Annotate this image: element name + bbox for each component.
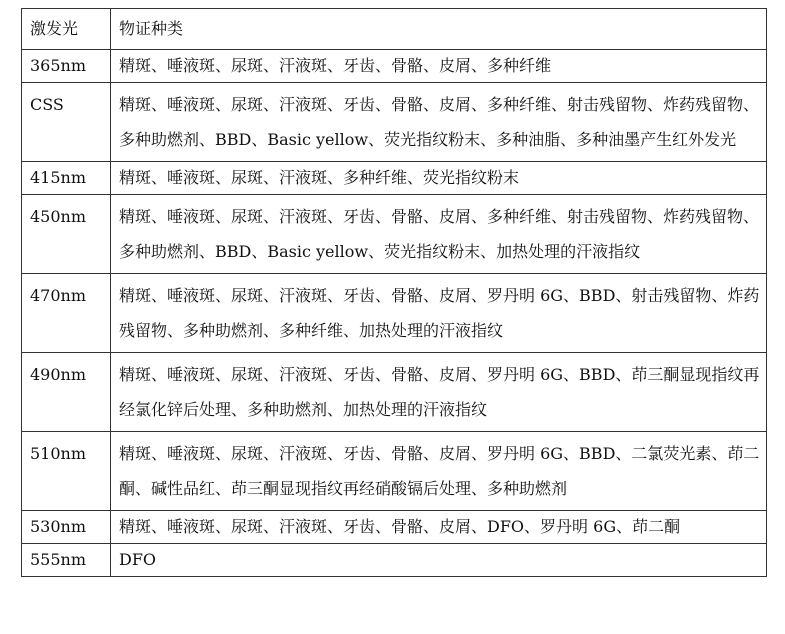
light-cell: 470nm — [22, 274, 111, 353]
table-row — [22, 162, 767, 195]
light-cell: 510nm — [22, 432, 111, 511]
header-light: 激发光 — [22, 9, 111, 50]
table-header-row — [22, 9, 767, 50]
evidence-cell: 精斑、唾液斑、尿斑、汗液斑、牙齿、骨骼、皮屑、罗丹明 6G、BBD、茚三酮显现指纹再经氯化锌后处理、多种助燃剂、加热处理的汗液指纹 — [111, 353, 767, 432]
table-row — [22, 544, 767, 577]
table-row — [22, 195, 767, 274]
table-row — [22, 274, 767, 353]
table-row — [22, 353, 767, 432]
evidence-cell: 精斑、唾液斑、尿斑、汗液斑、牙齿、骨骼、皮屑、多种纤维 — [111, 50, 767, 83]
light-cell: 555nm — [22, 544, 111, 577]
light-cell: 490nm — [22, 353, 111, 432]
evidence-cell: 精斑、唾液斑、尿斑、汗液斑、牙齿、骨骼、皮屑、罗丹明 6G、BBD、二氯荧光素、茚二酮、碱性品红、茚三酮显现指纹再经硝酸镉后处理、多种助燃剂 — [111, 432, 767, 511]
evidence-cell: 精斑、唾液斑、尿斑、汗液斑、牙齿、骨骼、皮屑、多种纤维、射击残留物、炸药残留物、多种助燃剂、BBD、Basic yellow、荧光指纹粉末、加热处理的汗液指纹 — [111, 195, 767, 274]
evidence-table — [21, 8, 767, 577]
evidence-cell: 精斑、唾液斑、尿斑、汗液斑、牙齿、骨骼、皮屑、多种纤维、射击残留物、炸药残留物、多种助燃剂、BBD、Basic yellow、荧光指纹粉末、多种油脂、多种油墨产生红外发光 — [111, 83, 767, 162]
light-cell: 415nm — [22, 162, 111, 195]
evidence-cell: 精斑、唾液斑、尿斑、汗液斑、多种纤维、荧光指纹粉末 — [111, 162, 767, 195]
light-cell: 365nm — [22, 50, 111, 83]
evidence-cell: 精斑、唾液斑、尿斑、汗液斑、牙齿、骨骼、皮屑、罗丹明 6G、BBD、射击残留物、炸药残留物、多种助燃剂、多种纤维、加热处理的汗液指纹 — [111, 274, 767, 353]
header-evidence: 物证种类 — [111, 9, 767, 50]
table-row — [22, 511, 767, 544]
light-cell: CSS — [22, 83, 111, 162]
evidence-cell: DFO — [111, 544, 767, 577]
light-cell: 450nm — [22, 195, 111, 274]
table-row — [22, 83, 767, 162]
evidence-cell: 精斑、唾液斑、尿斑、汗液斑、牙齿、骨骼、皮屑、DFO、罗丹明 6G、茚二酮 — [111, 511, 767, 544]
table-row — [22, 432, 767, 511]
light-cell: 530nm — [22, 511, 111, 544]
table-row — [22, 50, 767, 83]
